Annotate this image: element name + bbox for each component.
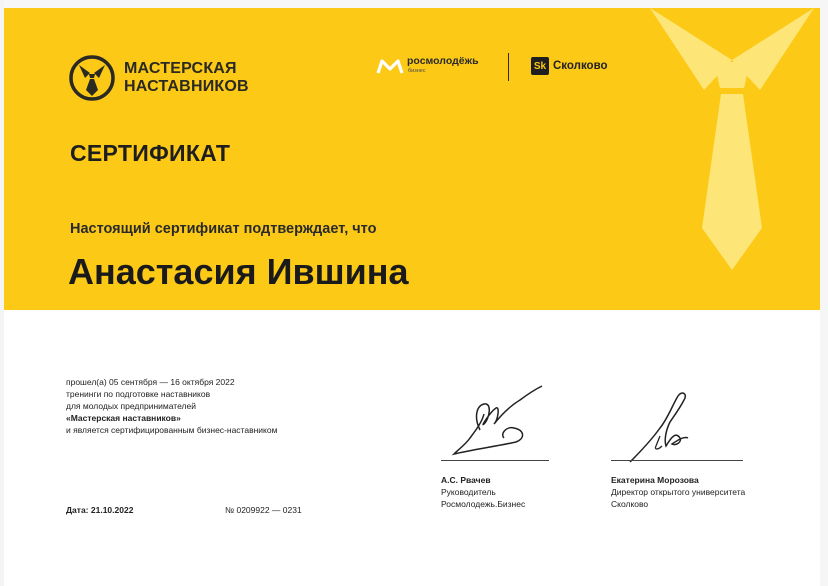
- body-line-5: и является сертифицированным бизнес-наставником: [66, 425, 278, 435]
- body-line-2: тренинги по подготовке наставников: [66, 389, 211, 399]
- rosmolodezh-logo: [376, 56, 479, 76]
- date-label: Дата:: [66, 505, 89, 515]
- tie-emblem-icon: [68, 54, 116, 102]
- skolkovo-badge: Sk: [531, 57, 549, 75]
- body-line-1: прошел(а) 05 сентября — 16 октября 2022: [66, 377, 235, 387]
- signer-2-name: Екатерина Морозова: [611, 475, 699, 485]
- certificate-title: СЕРТИФИКАТ: [70, 140, 231, 166]
- signer-1: [441, 474, 525, 510]
- signer-2-role-1: Директор открытого университета: [611, 487, 746, 497]
- issue-date: [66, 505, 133, 515]
- logo-text: [124, 60, 249, 96]
- certificate-body: [66, 376, 277, 436]
- confirm-text: Настоящий сертификат подтверждает, что: [70, 221, 377, 237]
- certificate-header-band: [4, 8, 820, 310]
- signer-1-name: А.С. Рвачев: [441, 475, 491, 485]
- signer-2-role-2: Сколково: [611, 499, 649, 509]
- rosmolodezh-sub: бизнес: [408, 68, 426, 74]
- rosmolodezh-m-icon: [376, 57, 404, 75]
- top-frame: [0, 0, 828, 8]
- rosmolodezh-name: росмолодёжь: [407, 55, 479, 67]
- signature-1: [440, 384, 550, 460]
- tie-illustration: [644, 8, 820, 310]
- logo: [68, 54, 249, 102]
- signer-2: [611, 474, 745, 510]
- skolkovo-name: Сколково: [553, 60, 608, 72]
- signer-1-role-2: Росмолодежь.Бизнес: [441, 499, 526, 509]
- certificate-number: № 0209922 — 0231: [225, 505, 302, 515]
- signer-1-role-1: Руководитель: [441, 487, 496, 497]
- right-frame: [820, 0, 828, 586]
- body-line-3: для молодых предпринимателей: [66, 401, 196, 411]
- logo-line-2: НАСТАВНИКОВ: [124, 78, 249, 95]
- recipient-name: Анастасия Ившина: [68, 251, 409, 292]
- signature-line-2: [611, 460, 743, 461]
- partner-divider: [508, 53, 509, 81]
- logo-line-1: МАСТЕРСКАЯ: [124, 60, 237, 77]
- date-value: 21.10.2022: [90, 505, 134, 515]
- body-line-4: «Мастерская наставников»: [66, 413, 181, 423]
- signature-2: [626, 388, 706, 468]
- skolkovo-logo: [531, 57, 608, 75]
- signature-line-1: [441, 460, 549, 461]
